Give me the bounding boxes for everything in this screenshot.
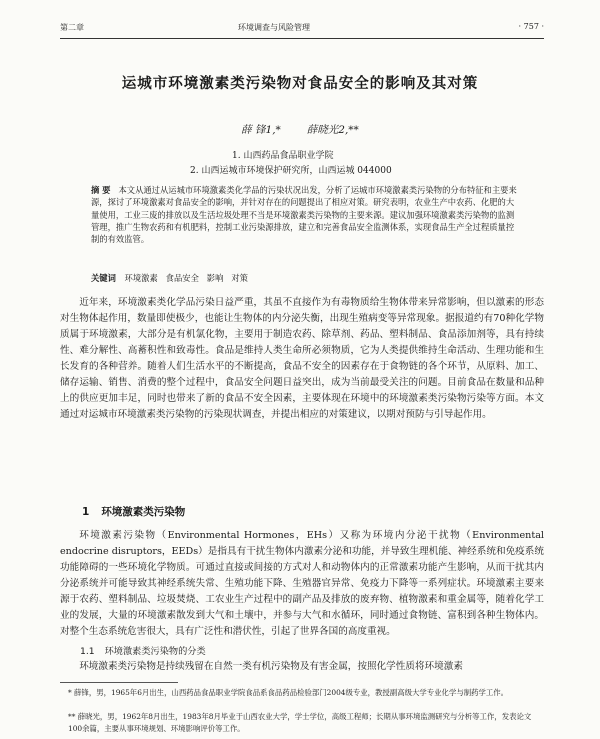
subsection-heading <box>80 643 206 657</box>
footnote-2: ** 薛晓光，男，1962年8月出生，1983年8月毕业于山西农业大学，学士学位，高级工程师；长期从事环境监测研究与分析等工作，发表论文100余篇，主要从事环境规划、环境影响评价等工作。 <box>68 712 532 733</box>
abstract-label: 摘 要 <box>91 185 111 195</box>
page-number: · 757 · <box>518 22 544 31</box>
running-header <box>60 22 544 33</box>
affiliation-1: 1. 山西药品食品职业学院 <box>232 151 334 161</box>
section-number: 1 <box>82 506 90 518</box>
paper-title: 运城市环境激素类污染物对食品安全的影响及其对策 <box>121 75 479 92</box>
author-line <box>0 122 600 137</box>
paragraph-edcs: 环境激素污染物（Environmental Hormones，EHs）又称为环境内分泌干扰物（Environmental endocrine disruptors，EEDs）是指具有干扰生物体内激素分泌和功能，并导致生理机能、神经系统和免疫系统功能障碍的一些环境化学物质。可通过直接或间接的方式对人和动物体内的正常激素功能产生影响，从而干扰其内分泌系统并可能导致其神经系统失常、生殖功能下降、生殖器官异常、免疫力下降等一系列症状。环境激素主要来源于农药、塑料制品、垃圾焚烧、工农业生产过程中的副产品及排放的废弃物、植物激素和重金属等，随着化学工业的发展，大量的环境激素散发到大气和土壤中，并参与大气和水循环，同时通过食物链、富积到各种生物体内。对整个生态系统危害很大，具有广泛性和潜伏性，引起了世界各国的高度重视。 <box>60 530 544 637</box>
chapter-title: 环境调查与风险管理 <box>238 23 310 32</box>
section-title: 环境激素类污染物 <box>101 506 186 518</box>
author-2: 薛晓光2,** <box>306 124 359 136</box>
subsection-title: 环境激素类污染物的分类 <box>104 646 206 657</box>
footnote-rule <box>60 682 178 683</box>
keywords <box>91 272 248 284</box>
affiliation-2: 2. 山西运城市环境保护研究所，山西运城 044000 <box>190 166 392 176</box>
subsection-number: 1.1 <box>80 646 95 657</box>
abstract-text: 本文从通过从运城市环境激素类化学品的污染状况出发，分析了运城市环境激素类污染物的分布特征和主要来源，探讨了环境激素对食品安全的影响，并针对存在的问题提出了相应对策。研究表明，农业生产中农药、化肥的大量使用，工业三废的排放以及生活垃圾处理不当是环境激素类污染物的主要来源。建议加强环境激素类污染物的监测管理，推广生物农药和有机肥料，控制工业污染源排放，建立和完善食品安全监测体系，实现食品生产全过程质量控制的有效监管。 <box>91 185 517 245</box>
keywords-label: 关键词 <box>91 273 116 283</box>
abstract <box>91 184 519 245</box>
keyword: 影响 <box>206 273 224 283</box>
intro-paragraph: 近年来，环境激素类化学品污染日益严重，其虽不直接作为有毒物质给生物体带来异常影响，但以激素的形态对生物体起作用，数量即使极少，也能让生物体的内分泌失衡，出现生殖病变等异常现象。据报道约有70种化学物质属于环境激素，大部分是有机氯化物，主要用于制造农药、除草剂、药品、塑料制品、食品添加剂等，具有持续性、难分解性、高蓄积性和致毒性。食品是维持人类生命所必须物质，它为人类提供维持生命活动、生理功能和生长发育的各种营养。随着人们生活水平的不断提高，食品不安全的因素存在于食物链的各个环节，从原料、加工、储存运输、销售、消费的整个过程中，食品安全问题日益突出，成为当前最受关注的问题。目前食品在数量和品种上的供应更加丰足，同时也带来了新的食品不安全因素，主要体现在环境中的环境激素类污染物污染等方面。本文通过对运城市环境激素类污染物的污染现状调查，并提出相应的对策建议，以期对预防与引导起作用。 <box>60 297 544 420</box>
author-1: 薛 锋1,* <box>241 124 281 136</box>
keyword: 食品安全 <box>165 273 199 283</box>
keyword: 环境激素 <box>124 273 158 283</box>
header-rule <box>60 38 544 39</box>
keyword: 对策 <box>231 273 248 283</box>
chapter-number: 第二章 <box>60 23 84 32</box>
footnote-1: * 薛锋，男，1965年6月出生，山西药品食品职业学院食品系食品药品检验部门2004级专业，教授副高级大学专业化学与制药学工作。 <box>68 688 509 697</box>
section-heading <box>82 504 185 519</box>
paragraph-classification: 环境激素类污染物是持续残留在自然一类有机污染物及有害金属，按照化学性质将环境激素 <box>79 661 463 672</box>
